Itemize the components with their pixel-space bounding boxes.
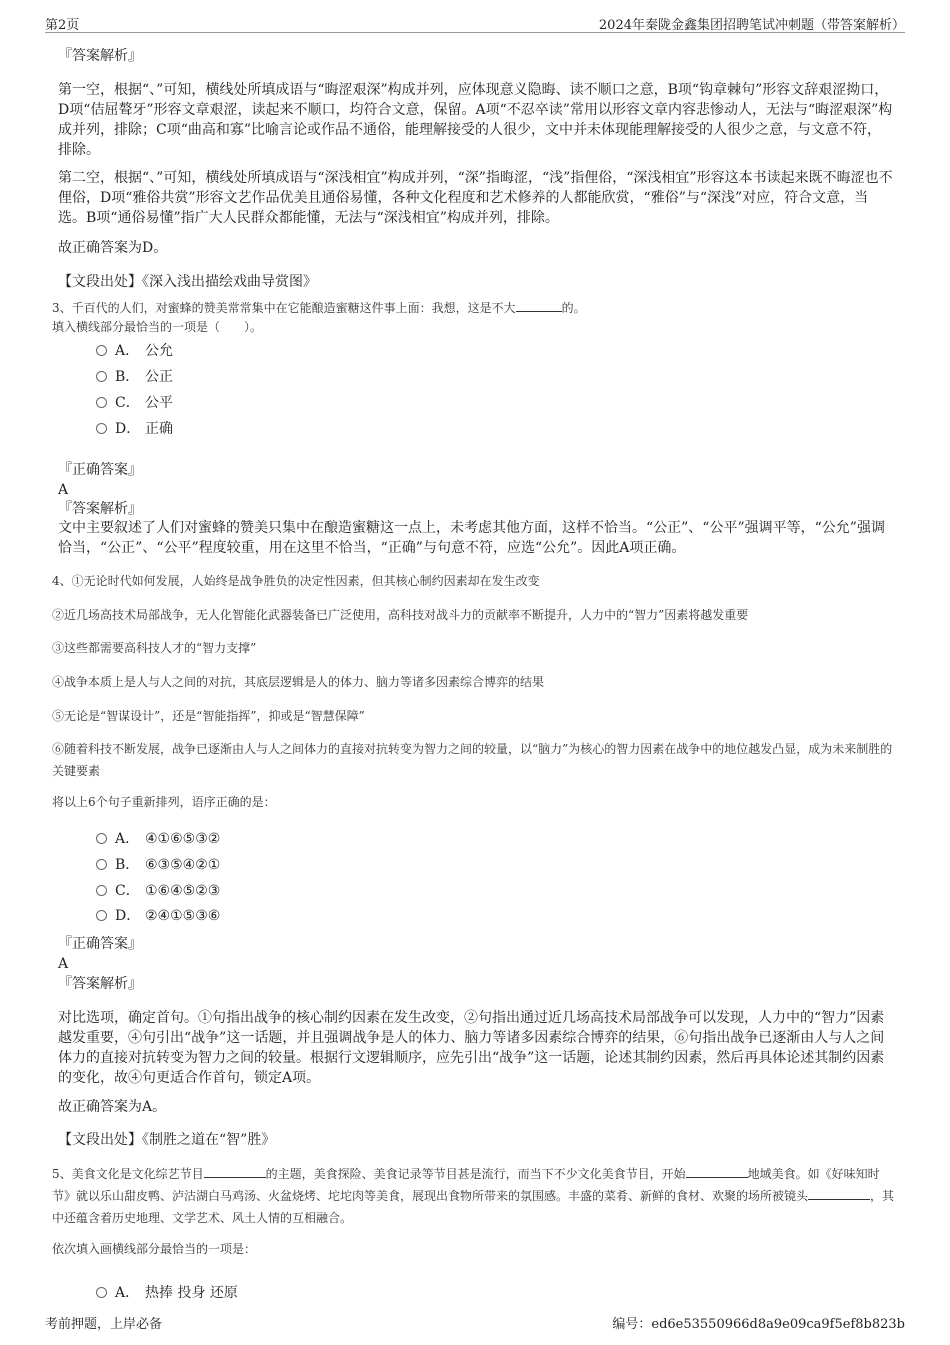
option-letter: D． (115, 421, 141, 437)
footer-slogan: 考前押题，上岸必备 (45, 1317, 163, 1332)
q5-stem-part2: 的主题，美食探险、美食记录等节目甚是流行，而当下不少文化美食节目，开始 (265, 1167, 686, 1181)
radio-icon[interactable] (96, 859, 107, 870)
q4-sentence-3: ③这些都需要高科技人才的“智力支撑” (52, 641, 257, 655)
q4-sentence-1: 4、①无论时代如何发展，人始终是战争胜负的决定性因素，但其核心制约因素却在发生改变 (52, 574, 540, 588)
q5-blank-3 (808, 1187, 870, 1200)
q3-analysis: 文中主要叙述了人们对蜜蜂的赞美只集中在酿造蜜糖这一点上，未考虑其他方面，这样不恰当。“公正”、“公平”强调平等，“公允”强调恰当，“公正”、“公平”程度较重，用在这里不恰当，“正确”与句意不符，应选“公允”。因此A项正确。 (58, 520, 885, 556)
q5-stem-part3: 地域美食。如《好味知时节》就以乐山甜皮鸭、泸沽湖白马鸡汤、火盆烧烤、坨坨肉等美食，展现出食物所带来的氛围感。丰盛的菜肴、新鲜的食材、欢聚的场所被镜头 (52, 1167, 880, 1203)
q4-source: 【文段出处】《制胜之道在“智”胜》 (58, 1132, 276, 1148)
q4-option-c[interactable] (96, 881, 220, 901)
q3-stem-before: 3、千百代的人们，对蜜蜂的赞美常常集中在它能酿造蜜糖这件事上面：我想，这是不大 (52, 301, 516, 315)
radio-icon[interactable] (96, 1287, 107, 1298)
option-letter: A． (115, 343, 140, 359)
option-letter: A． (115, 1285, 140, 1301)
q2-analysis-para1: 第一空，根据“、”可知，横线处所填成语与“晦涩艰深”构成并列，应体现意义隐晦、读不顺口之意，B项“钩章棘句”形容文辞艰涩拗口，D项“佶屈聱牙”形容文章艰涩，读起来不顺口，均符合文意，保留。A项“不忍卒读”常用以形容文章内容悲惨动人，无法与“晦涩艰深”构成并列，排除；C项“曲高和寡”比喻言论或作品不通俗，能理解接受的人很少，文中并未体现能理解接受的人很少之意，与文意不符，排除。 (58, 82, 893, 158)
option-text: 热捧 投身 还原 (145, 1285, 238, 1301)
option-text: 正确 (145, 421, 173, 437)
option-letter: B． (115, 857, 140, 873)
option-letter: C． (115, 395, 140, 411)
option-text: ②④①⑤③⑥ (145, 908, 221, 924)
q5-blank-1 (204, 1165, 266, 1178)
document-title: 2024年秦陇金鑫集团招聘笔试冲刺题（带答案解析） (598, 18, 905, 33)
q4-prompt: 将以上6个句子重新排列，语序正确的是： (52, 795, 276, 809)
option-letter: B． (115, 369, 140, 385)
option-text: 公允 (145, 343, 173, 359)
q4-sentence-2: ②近几场高技术局部战争，无人化智能化武器装备已广泛使用，高科技对战斗力的贡献率不断提升，人力中的“智力”因素将越发重要 (52, 608, 749, 622)
q5-stem-part1: 5、美食文化是文化综艺节目 (52, 1167, 204, 1181)
q5-option-a[interactable] (96, 1283, 238, 1303)
q3-option-a[interactable] (96, 341, 173, 361)
q3-blank (516, 299, 562, 312)
q4-option-b[interactable] (96, 855, 220, 875)
radio-icon[interactable] (96, 885, 107, 896)
radio-icon[interactable] (96, 397, 107, 408)
radio-icon[interactable] (96, 910, 107, 921)
option-letter: D． (115, 908, 141, 924)
q3-prompt: 填入横线部分最恰当的一项是（ ）。 (52, 320, 263, 334)
radio-icon[interactable] (96, 345, 107, 356)
option-text: 公平 (145, 395, 173, 411)
q4-conclusion: 故正确答案为A。 (58, 1099, 167, 1115)
q2-source: 【文段出处】《深入浅出描绘戏曲导赏图》 (58, 274, 317, 290)
q4-analysis-title: 『答案解析』 (58, 976, 142, 992)
option-text: 公正 (145, 369, 173, 385)
page-header (45, 12, 905, 33)
q3-analysis-title: 『答案解析』 (58, 501, 142, 517)
option-letter: A． (115, 831, 140, 847)
q4-analysis: 对比选项，确定首句。①句指出战争的核心制约因素在发生改变，②句指出通过近几场高技术局部战争可以发现，人力中的“智力”因素越发重要，④句引出“战争”这一话题，并且强调战争是人的体力、脑力等诸多因素综合博弈的结果，⑥句指出战争已逐渐由人与人之间体力的直接对抗转变为智力之间的较量。根据行文逻辑顺序，应先引出“战争”这一话题，论述其制约因素，然后再具体论述其制约因素的变化，故④句更适合作首句，锁定A项。 (58, 1010, 885, 1086)
q2-conclusion: 故正确答案为D。 (58, 240, 168, 256)
q3-answer: A (58, 482, 69, 498)
q4-answer-title: 『正确答案』 (58, 936, 142, 952)
option-text: ⑥③⑤④②① (145, 857, 221, 873)
q4-answer: A (58, 956, 69, 972)
option-text: ④①⑥⑤③② (145, 831, 221, 847)
q5-stem-part4: ，其中还蕴含着历史地理、文学艺术、风土人情的互相融合。 (52, 1189, 895, 1225)
document-id: 编号：ed6e53550966d8a9e09ca9f5ef8b823b (612, 1317, 905, 1332)
q3-answer-title: 『正确答案』 (58, 462, 142, 478)
q4-sentence-4: ④战争本质上是人与人之间的对抗，其底层逻辑是人的体力、脑力等诸多因素综合博弈的结果 (52, 675, 545, 689)
q4-option-d[interactable] (96, 906, 220, 926)
q4-sentence-5: ⑤无论是“智谋设计”，还是“智能指挥”，抑或是“智慧保障” (52, 709, 365, 723)
q5-prompt: 依次填入画横线部分最恰当的一项是： (52, 1242, 257, 1256)
q3-stem-after: 的。 (561, 301, 586, 315)
q4-option-a[interactable] (96, 829, 220, 849)
radio-icon[interactable] (96, 423, 107, 434)
q3-option-b[interactable] (96, 367, 173, 387)
q5-stem (52, 1163, 897, 1229)
q4-sentence-6: ⑥随着科技不断发展，战争已逐渐由人与人之间体力的直接对抗转变为智力之间的较量，以“脑力”为核心的智力因素在战争中的地位越发凸显，成为未来制胜的关键要素 (52, 742, 893, 778)
q3-option-c[interactable] (96, 393, 173, 413)
radio-icon[interactable] (96, 371, 107, 382)
radio-icon[interactable] (96, 833, 107, 844)
q2-analysis-title: 『答案解析』 (58, 48, 142, 64)
q2-analysis-para2: 第二空，根据“、”可知，横线处所填成语与“深浅相宜”构成并列，“深”指晦涩，“浅”指俚俗，“深浅相宜”形容这本书读起来既不晦涩也不俚俗，D项“雅俗共赏”形容文艺作品优美且通俗易懂，各种文化程度和艺术修养的人都能欣赏，“雅俗”与“深浅”对应，符合文意，当选。B项“通俗易懂”指广大人民群众都能懂，无法与“深浅相宜”构成并列，排除。 (58, 170, 893, 226)
option-letter: C． (115, 883, 140, 899)
q3-option-d[interactable] (96, 419, 173, 439)
q5-blank-2 (686, 1165, 748, 1178)
option-text: ①⑥④⑤②③ (145, 883, 221, 899)
page-number: 第2页 (45, 18, 80, 33)
